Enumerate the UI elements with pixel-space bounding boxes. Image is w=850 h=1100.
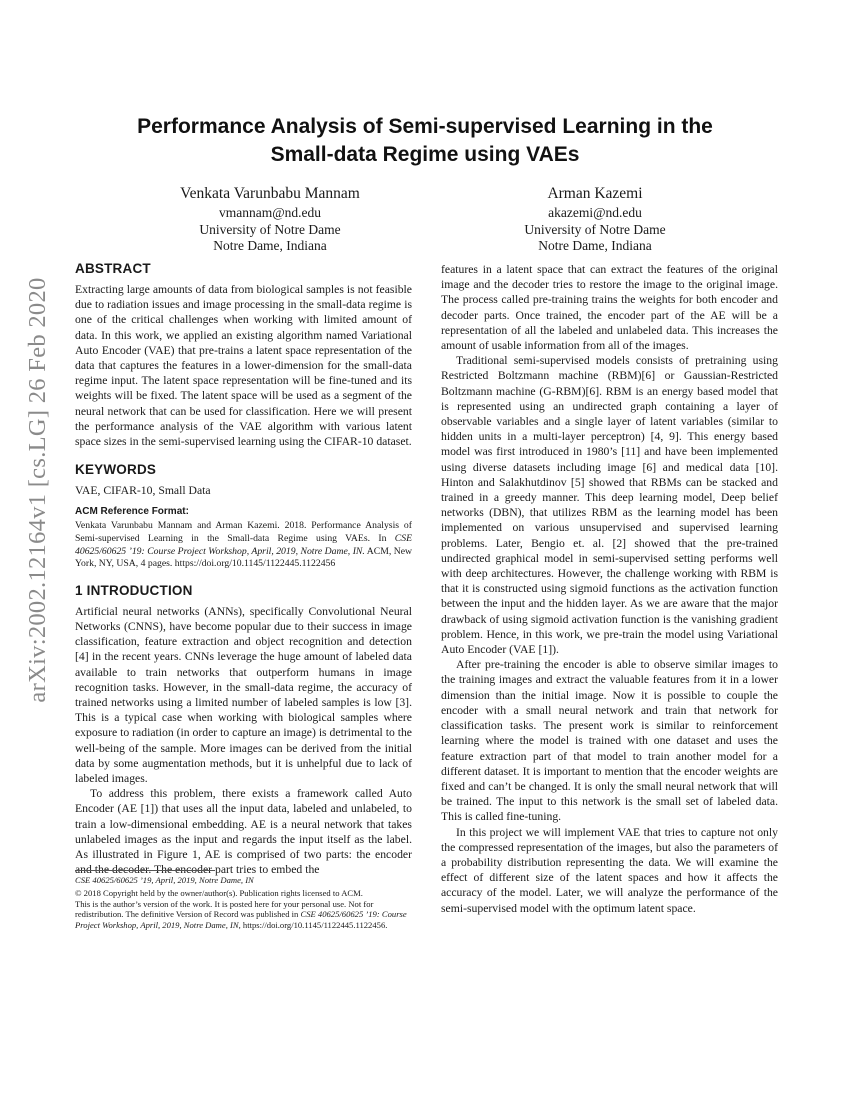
keywords-text: VAE, CIFAR-10, Small Data — [75, 484, 211, 498]
title-line-2: Small-data Regime using VAEs — [270, 143, 580, 166]
acm-ref-heading: ACM Reference Format: — [75, 506, 189, 518]
footnote-text-2: , https://doi.org/10.1145/1122445.1122456. — [238, 920, 388, 931]
footnote-venue: CSE 40625/60625 ’19, April, 2019, Notre Dame, IN — [75, 875, 254, 885]
arxiv-id: arXiv:2002.12164v1 [cs.LG] 26 Feb 2020 — [24, 277, 51, 703]
author-affiliation: University of Notre Dame — [524, 221, 666, 237]
right-paragraph-3: After pre-training the encoder is able to observe similar images to the training images and extract the valuable features from it in a lower dimension than the initial image. Now it is possible to couple the encoder with a small neural network and train that network for classification tasks. The present work is similar to reinforcement learning where the model is trained with one dataset and uses the feature extraction part of that model to train another model for a different dataset. It is important to mention that the encoder weights are fixed and can’t be changed. It is only the small neural network that will be trained. The input to this network is the small set of labeled data. This is called fine-tuning. — [441, 658, 778, 824]
footnote-venue-italic: CSE 40625/60625 ’19: Course Project Workshop, April, 2019, Notre Dame, IN — [75, 909, 407, 931]
left-column — [75, 261, 412, 877]
paper-title — [75, 113, 775, 169]
right-paragraph-1: features in a latent space that can extract the features of the original image and the decoder tries to restore the image to the original image. The process called pre-training trains the weights for both encoder and decoder parts. Once trained, the encoder part of the AE will be a representation of all the labeled and unlabeled data. This increases the amount of usable information from all of the images. — [441, 263, 778, 353]
author-email: vmannam@nd.edu — [218, 205, 322, 220]
author-location: Notre Dame, Indiana — [213, 238, 327, 253]
author-name: Venkata Varunbabu Mannam — [180, 185, 360, 202]
intro-heading: 1 INTRODUCTION — [75, 582, 193, 598]
author-email: akazemi@nd.edu — [548, 205, 642, 220]
author-block-1 — [110, 184, 430, 255]
keywords-heading: KEYWORDS — [75, 462, 157, 478]
acm-ref-venue: CSE 40625/60625 ’19: Course Project Workshop, April, 2019, Notre Dame, IN. — [75, 533, 412, 557]
footnote-text-1: This is the author’s version of the work. It is posted here for your personal use. Not for redistribution. The definitive Version of Record was published in — [75, 898, 374, 920]
footnote-rule — [75, 870, 215, 871]
abstract-text: Extracting large amounts of data from biological samples is not feasible due to radiation issues and image processing in the small-data regime is one of the critical challenges when working with limited amount of data. In this work, we applied an existing algorithm named Variational Auto Encoder (VAE) that pre-trains a latent space representation of the data that captures the features in a lower-dimension for the small-data regime input. The latent space representation will be fine-tuned and its weights will be fixed. The latent space will be used as a segment of the neural network that can be used for classification. Here we will present the performance analysis of the VAE algorithm with various latent space sizes in the semi-supervised learning using the CIFAR-10 dataset. — [75, 283, 412, 449]
footnote-copyright: © 2018 Copyright held by the owner/author(s). Publication rights licensed to ACM. — [75, 887, 363, 898]
arxiv-stamp — [18, 277, 58, 703]
acm-ref-text — [75, 520, 412, 570]
abstract-heading: ABSTRACT — [75, 261, 151, 276]
author-block-2 — [440, 184, 750, 255]
author-location: Notre Dame, Indiana — [538, 238, 652, 253]
acm-ref-text-after: ACM, New York, NY, USA, 4 pages. https://doi.org/10.1145/1122445.1122456 — [75, 545, 413, 570]
right-paragraph-2: Traditional semi-supervised models consists of pretraining using Restricted Boltzmann machine (RBM)[6] or Gaussian-Restricted Boltzmann machine (G-RBM)[6]. RBM is an energy based model that is represented using an undirected graph containing a layer of observable variables and a single layer of latent variables (similar to hidden units in a multi-layer perceptron) [4, 9]. This energy based model was first introduced in 1980’s [11] and have been implemented using diverse datasets including image [6] and medical data [10]. Hinton and Salakhutdinov [5] showed that RBMs can be stacked and trained in a greedy manner. This deep learning model, Deep belief networks (DBN), that utilizes RBM as the learning model has been implemented on various unsupervised and supervised learning problems. Later, Bengio et. al. [2] showed that the pre-trained undirected graphical model in semi-supervised setting performs well with deep architectures. However, the challenge working with RBM is that it is constructed using sigmoid functions as the activation function between the input and the hidden layer. As we are aware that the major drawback of using sigmoid activation function is the vanishing gradient problem. Hence, in this work, we pre-train the model using Variational Auto Encoder (VAE [1]). — [441, 354, 778, 657]
intro-paragraph-2: To address this problem, there exists a framework called Auto Encoder (AE [1]) that uses all the input data, labeled and unlabeled, to train a low-dimensional embedding. AE is a neural network that takes unlabeled images as the input and regards the input itself as the label. As illustrated in Figure 1, AE is comprised of two parts: the encoder and the decoder. The encoder part tries to embed the — [75, 787, 412, 877]
author-name: Arman Kazemi — [547, 185, 643, 202]
right-paragraph-4: In this project we will implement VAE that tries to capture not only the compressed representation of the images, but also the parameters of a probability distribution representing the data. We will examine the effect of different size of the latent spaces and how it affects the accuracy of the model. Later, we will analyze the performance of the semi-supervised model with the optimum latent space. — [441, 825, 778, 915]
intro-paragraph-1: Artificial neural networks (ANNs), specifically Convolutional Neural Networks (CNNS), have become popular due to their success in image classification, feature extraction and object recognition and detection [4] in the recent years. CNNs leverage the huge amount of labeled data available to train networks that outperform humans in image recognition tasks. However, in the small-data regime, the accuracy of trained networks using a limited number of labeled samples is low [3]. This is a typical case when working with biological samples where exposure to radiation (in order to capture an image) is detrimental to the well-being of the sample. More images can be derived from the initial data by some augmentation methods, but it is unhelpful due to lack of labeled images. — [75, 604, 412, 786]
footnote — [75, 870, 412, 931]
title-line-1: Performance Analysis of Semi-supervised Learning in the — [137, 115, 713, 138]
author-affiliation: University of Notre Dame — [199, 221, 341, 237]
footnote-version — [75, 899, 412, 931]
right-column — [441, 262, 778, 916]
acm-ref-text-before: Venkata Varunbabu Mannam and Arman Kazemi. 2018. Performance Analysis of Semi-supervised Learning in the Small-data Regime using VAEs. In — [75, 520, 412, 545]
